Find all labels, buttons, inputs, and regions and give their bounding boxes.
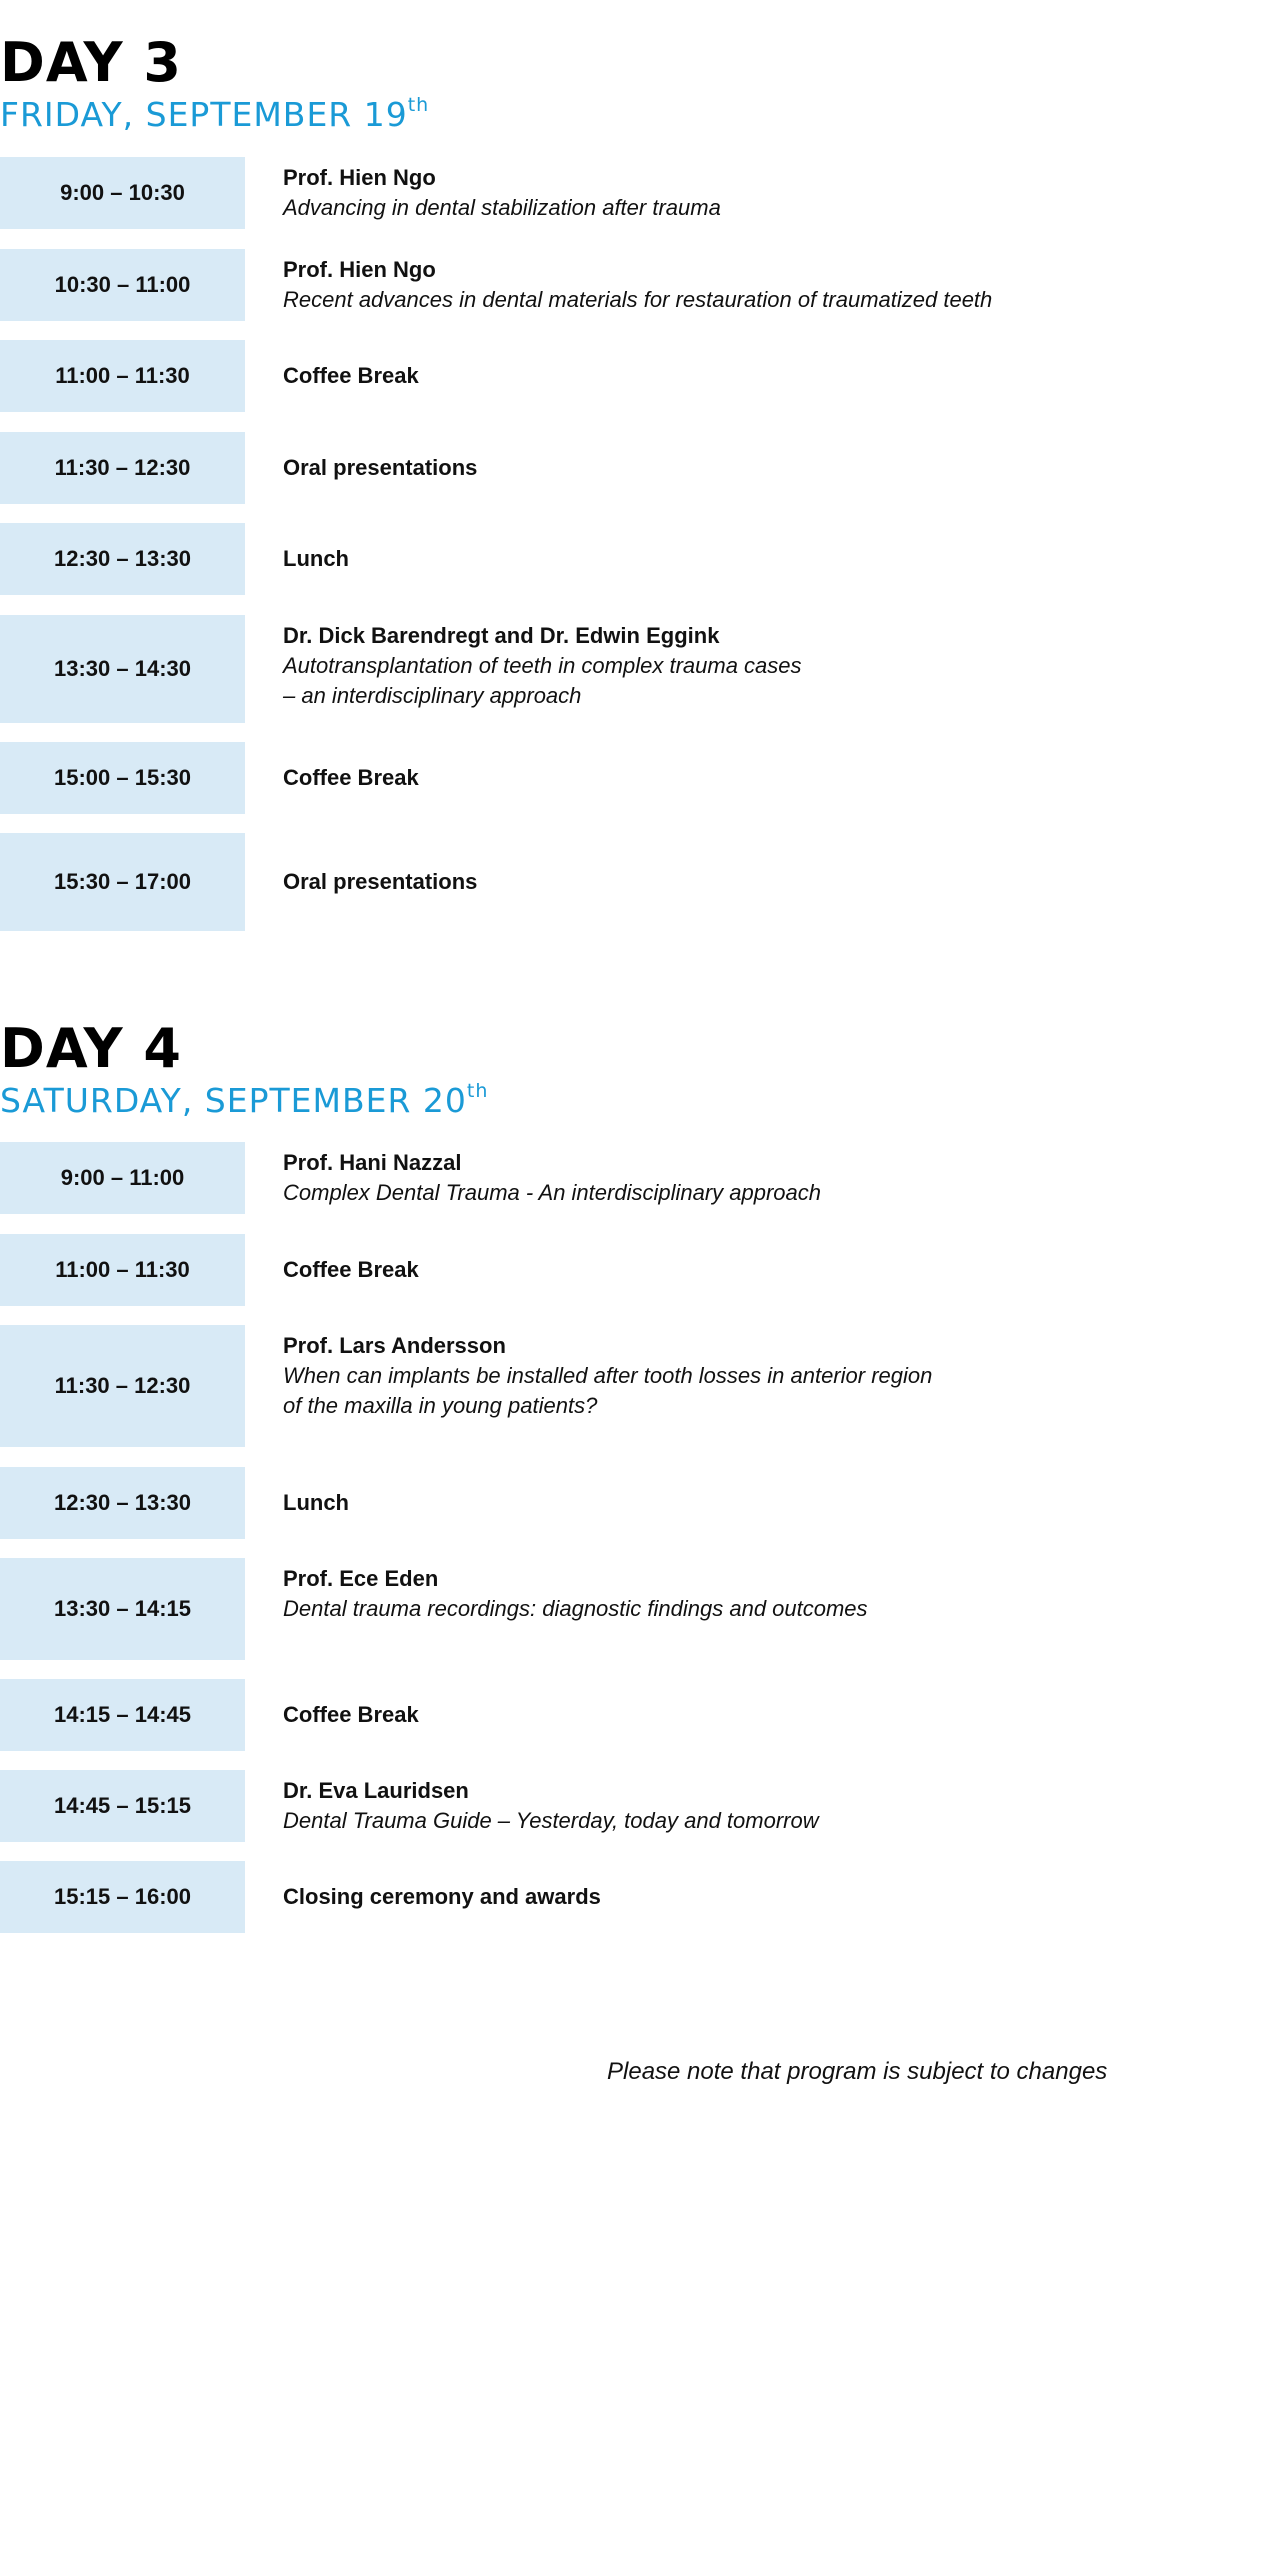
schedule-row bbox=[0, 249, 1280, 321]
time-slot: 10:30 – 11:00 bbox=[0, 249, 245, 321]
session-content bbox=[283, 1325, 1243, 1453]
schedule-row bbox=[0, 1234, 1280, 1306]
time-slot: 12:30 – 13:30 bbox=[0, 523, 245, 595]
session-label: Oral presentations bbox=[283, 869, 478, 894]
time-slot: 13:30 – 14:30 bbox=[0, 615, 245, 723]
talk-title: Dental trauma recordings: diagnostic findings and outcomes bbox=[283, 1596, 868, 1621]
session-content bbox=[283, 340, 1243, 412]
speaker-name: Prof. Hien Ngo bbox=[283, 165, 436, 190]
session-content bbox=[283, 1861, 1243, 1933]
schedule-row bbox=[0, 833, 1280, 931]
time-slot: 14:45 – 15:15 bbox=[0, 1770, 245, 1842]
session-content bbox=[283, 615, 1243, 729]
session-label: Coffee Break bbox=[283, 1257, 419, 1282]
schedule-row bbox=[0, 1861, 1280, 1933]
schedule-row bbox=[0, 157, 1280, 229]
time-slot: 9:00 – 11:00 bbox=[0, 1142, 245, 1214]
session-content bbox=[283, 1679, 1243, 1751]
talk-title: Autotransplantation of teeth in complex trauma cases bbox=[283, 653, 802, 678]
session-content bbox=[283, 249, 1243, 327]
session-content bbox=[283, 1234, 1243, 1306]
day4-title: DAY 4 bbox=[0, 1017, 182, 1080]
talk-title-continued: – an interdisciplinary approach bbox=[283, 683, 582, 708]
session-content bbox=[283, 742, 1243, 814]
schedule-row bbox=[0, 432, 1280, 504]
session-content bbox=[283, 523, 1243, 595]
talk-title: Advancing in dental stabilization after trauma bbox=[283, 195, 721, 220]
session-content bbox=[283, 432, 1243, 504]
talk-title-continued: of the maxilla in young patients? bbox=[283, 1393, 598, 1418]
schedule-row bbox=[0, 1325, 1280, 1447]
time-slot: 11:30 – 12:30 bbox=[0, 1325, 245, 1447]
day4-date-text: SATURDAY, SEPTEMBER 20 bbox=[0, 1081, 467, 1120]
speaker-name: Dr. Dick Barendregt and Dr. Edwin Eggink bbox=[283, 623, 720, 648]
session-label: Oral presentations bbox=[283, 455, 478, 480]
session-content bbox=[283, 1770, 1243, 1848]
time-slot: 15:15 – 16:00 bbox=[0, 1861, 245, 1933]
time-slot: 12:30 – 13:30 bbox=[0, 1467, 245, 1539]
session-label: Closing ceremony and awards bbox=[283, 1884, 601, 1909]
schedule-row bbox=[0, 615, 1280, 723]
schedule-row bbox=[0, 742, 1280, 814]
time-slot: 15:00 – 15:30 bbox=[0, 742, 245, 814]
session-content bbox=[283, 1142, 1243, 1220]
day3-date bbox=[0, 94, 430, 134]
day3-date-text: FRIDAY, SEPTEMBER 19 bbox=[0, 95, 408, 134]
session-label: Coffee Break bbox=[283, 363, 419, 388]
session-content bbox=[283, 1558, 1243, 1666]
talk-title: Dental Trauma Guide – Yesterday, today and tomorrow bbox=[283, 1808, 819, 1833]
time-slot: 11:00 – 11:30 bbox=[0, 1234, 245, 1306]
session-content bbox=[283, 157, 1243, 235]
time-slot: 11:30 – 12:30 bbox=[0, 432, 245, 504]
schedule-row bbox=[0, 1679, 1280, 1751]
schedule-row bbox=[0, 1467, 1280, 1539]
time-slot: 14:15 – 14:45 bbox=[0, 1679, 245, 1751]
program-change-note: Please note that program is subject to changes bbox=[607, 2058, 1108, 2085]
schedule-row bbox=[0, 1558, 1280, 1660]
session-label: Coffee Break bbox=[283, 1702, 419, 1727]
talk-title: Recent advances in dental materials for restauration of traumatized teeth bbox=[283, 287, 993, 312]
time-slot: 9:00 – 10:30 bbox=[0, 157, 245, 229]
speaker-name: Dr. Eva Lauridsen bbox=[283, 1778, 469, 1803]
time-slot: 11:00 – 11:30 bbox=[0, 340, 245, 412]
session-content bbox=[283, 1467, 1243, 1539]
session-label: Lunch bbox=[283, 1490, 349, 1515]
schedule-row bbox=[0, 1770, 1280, 1842]
schedule-row bbox=[0, 1142, 1280, 1214]
talk-title: When can implants be installed after tooth losses in anterior region bbox=[283, 1363, 933, 1388]
time-slot: 13:30 – 14:15 bbox=[0, 1558, 245, 1660]
speaker-name: Prof. Lars Andersson bbox=[283, 1333, 506, 1358]
day3-title: DAY 3 bbox=[0, 31, 182, 94]
day4-date-suffix: th bbox=[466, 1080, 489, 1102]
speaker-name: Prof. Ece Eden bbox=[283, 1566, 439, 1591]
schedule-row bbox=[0, 340, 1280, 412]
session-label: Coffee Break bbox=[283, 765, 419, 790]
speaker-name: Prof. Hien Ngo bbox=[283, 257, 436, 282]
speaker-name: Prof. Hani Nazzal bbox=[283, 1150, 462, 1175]
time-slot: 15:30 – 17:00 bbox=[0, 833, 245, 931]
day4-date bbox=[0, 1080, 489, 1120]
talk-title: Complex Dental Trauma - An interdisciplinary approach bbox=[283, 1180, 822, 1205]
session-content bbox=[283, 833, 1243, 931]
schedule-row bbox=[0, 523, 1280, 595]
session-label: Lunch bbox=[283, 546, 349, 571]
day3-date-suffix: th bbox=[407, 94, 430, 116]
